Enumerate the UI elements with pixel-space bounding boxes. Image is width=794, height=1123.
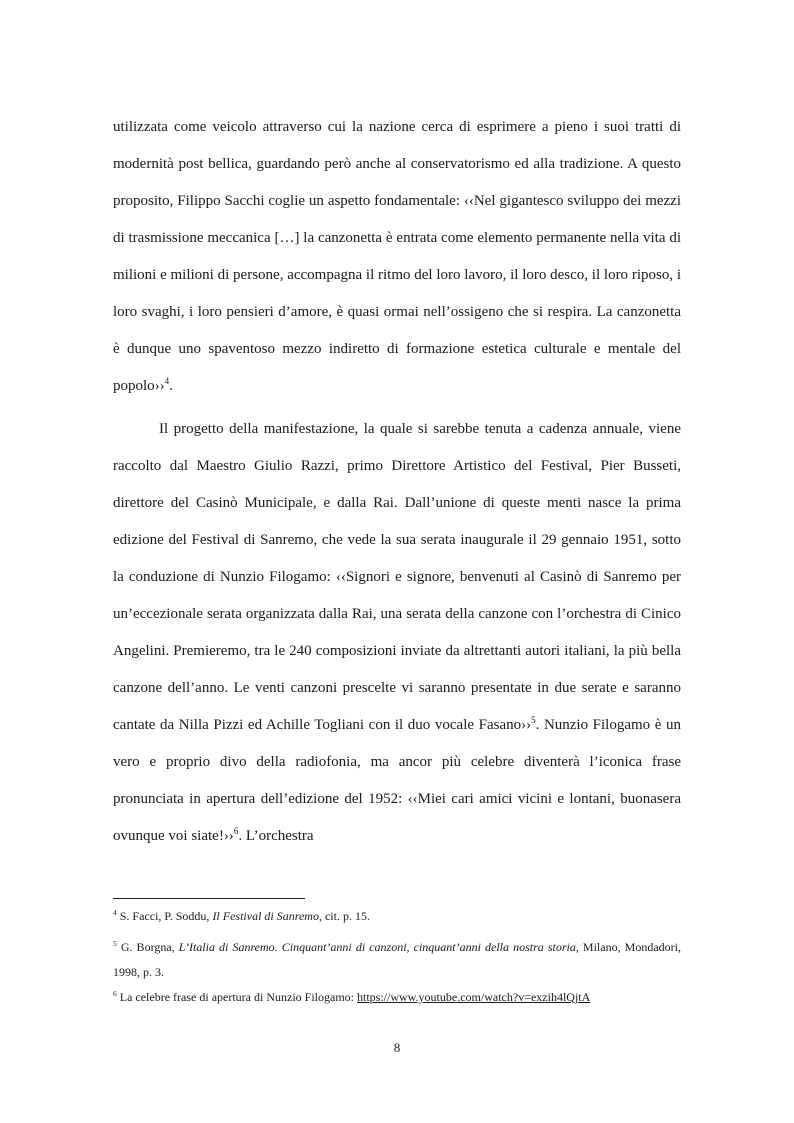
paragraph-2-text: Il progetto della manifestazione, la quale si sarebbe tenuta a cadenza annuale, viene raccolto dal Maestro Giulio Razzi, primo Direttore Artistico del Festival, Pier Busseti, direttore del Casinò Municipale, e dalla Rai. Dall’unione di queste menti nasce la prima edizione del Festival di Sanremo, che vede la sua serata inaugurale il 29 gennaio 1951, sotto la conduzione di Nunzio Filogamo: ‹‹Signori e signore, benvenuti al Casinò di Sanremo per un’eccezionale serata organizzata dalla Rai, una serata della canzone con l’orchestra di Cinico Angelini. Premieremo, tra le 240 composizioni inviate da altrettanti autori italiani, la più bella canzone dell’anno. Le venti canzoni prescelte vi saranno presentate in due serate e saranno cantate da Nilla Pizzi ed Achille Togliani con il duo vocale Fasano›› xyxy=(113,421,681,733)
footnote-4-title: Il Festival di Sanremo, xyxy=(212,909,322,923)
paragraph-2-middle: . Nunzio Filogamo è un vero e proprio divo della radiofonia, ma ancor più celebre diventerà l’iconica frase pronunciata in apertura dell’edizione del 1952: ‹‹Miei cari amici vicini e lontani, buonasera ovunque voi siate!›› xyxy=(113,717,681,844)
youtube-link[interactable]: https://www.youtube.com/watch?v=exzih4lQjtA xyxy=(357,990,591,1004)
footnotes xyxy=(113,904,681,1010)
footnote-number-6: 6 xyxy=(113,989,117,998)
footnote-6-text: La celebre frase di apertura di Nunzio Filogamo: xyxy=(116,990,357,1004)
paragraph-1 xyxy=(113,109,681,405)
footnote-4 xyxy=(113,904,681,929)
paragraph-1-tail: . xyxy=(169,378,173,394)
footnote-5-title: L’Italia di Sanremo. Cinquant’anni di canzoni, cinquant’anni della nostra storia xyxy=(178,940,576,954)
footnote-ref-4[interactable]: 4 xyxy=(164,376,170,386)
footnote-number-5: 5 xyxy=(113,939,117,948)
footnote-5-tail: , Milano, Mondadori, 1998, p. 3. xyxy=(113,940,681,979)
footnote-ref-5[interactable]: 5 xyxy=(531,715,536,725)
footnote-5 xyxy=(113,935,681,985)
footnote-ref-6[interactable]: 6 xyxy=(233,826,239,836)
paragraph-1-text: utilizzata come veicolo attraverso cui la nazione cerca di esprimere a pieno i suoi tratti di modernità post bellica, guardando però anche al conservatorismo ed alla tradizione. A questo proposito, Filippo Sacchi coglie un aspetto fondamentale: ‹‹Nel gigantesco sviluppo dei mezzi di trasmissione meccanica […] la canzonetta è entrata come elemento permanente nella vita di milioni e milioni di persone, accompagna il ritmo del loro lavoro, il loro desco, il loro riposo, i loro svaghi, i loro pensieri d’amore, è quasi ormai nell’ossigeno che si respira. La canzonetta è dunque uno spaventoso mezzo indiretto di formazione estetica culturale e mentale del popolo›› xyxy=(113,119,681,394)
footnote-number-4: 4 xyxy=(113,908,117,917)
body-text xyxy=(113,109,681,855)
footnote-4-text: S. Facci, P. Soddu, xyxy=(116,909,213,923)
paragraph-2 xyxy=(113,411,681,855)
footnote-separator xyxy=(113,898,305,899)
footnote-4-tail: cit. p. 15. xyxy=(321,909,370,923)
paragraph-2-tail: . L’orchestra xyxy=(238,828,314,844)
footnote-5-text: G. Borgna, xyxy=(116,940,179,954)
footnote-6 xyxy=(113,985,681,1010)
page-number: 8 xyxy=(393,1040,401,1055)
